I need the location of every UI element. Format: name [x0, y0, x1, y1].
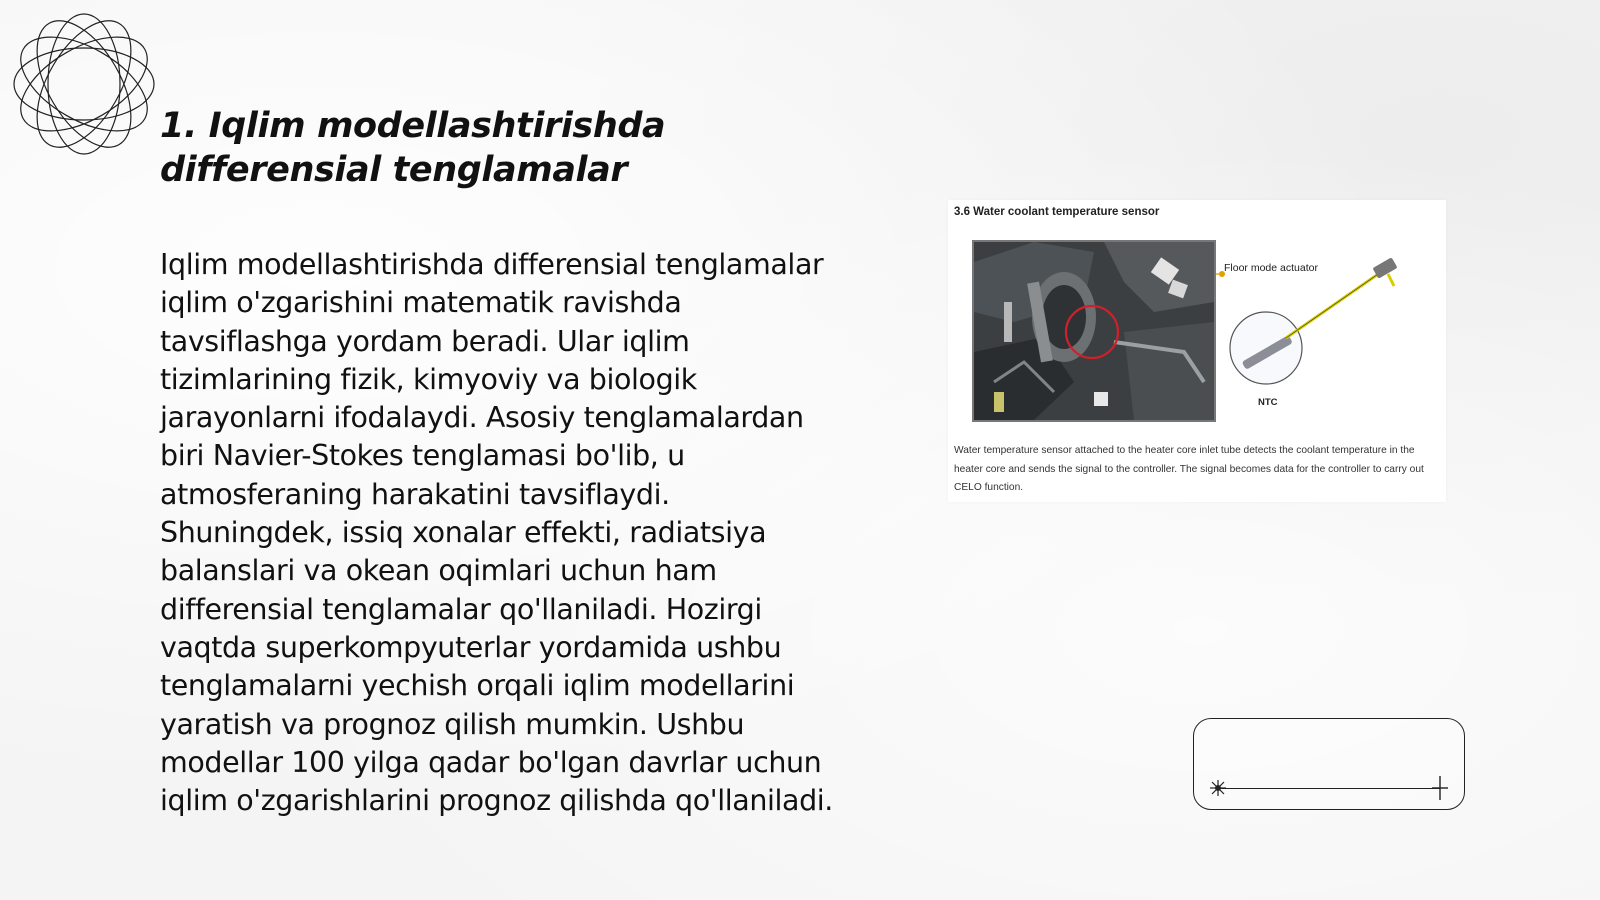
floor-mode-actuator-label: Floor mode actuator [1224, 262, 1318, 274]
figure-heading: 3.6 Water coolant temperature sensor [954, 206, 1160, 218]
ntc-label: NTC [1258, 397, 1278, 408]
orbit-rings-ornament-icon [10, 10, 158, 158]
slide-body-text: Iqlim modellashtirishda differensial tenglamalar iqlim o'zgarishini matematik ravishda tavsiflashga yordam beradi. Ular iqlim tizimlarining fizik, kimyoviy va biologik jarayonlarni ifodalaydi. Asosiy tenglamalardan biri Navier-Stokes tenglamasi bo'lib, u atmosferaning harakatini tavsiflaydi. Shuningdek, issiq xonalar effekti, radiatsiya balanslari va okean oqimlari uchun ham differensial tenglamalar qo'llaniladi. Hozirgi vaqtda superkompyuterlar yordamida ushbu tenglamalarni yechish orqali iqlim modellarini yaratish va prognoz qilish mumkin. Ushbu modellar 100 yilga qadar bo'lgan davrlar uchun iqlim o'zgarishlarini prognoz qilishda qo'llaniladi. [160, 248, 833, 818]
coolant-sensor-figure [948, 200, 1446, 502]
sun-burst-icon [1208, 778, 1228, 798]
slide-title: 1. Iqlim modellashtirishda differensial tenglamalar [160, 106, 666, 190]
crosshair-icon [1430, 776, 1450, 800]
figure-caption: Water temperature sensor attached to the heater core inlet tube detects the coolant temperature in the heater core and sends the signal to the controller. The signal becomes data for the controller to carry out CELO function. [954, 445, 1424, 493]
decorative-slider-card [1193, 718, 1465, 810]
slider-track [1218, 788, 1440, 789]
engine-bay-photo [972, 240, 1216, 422]
